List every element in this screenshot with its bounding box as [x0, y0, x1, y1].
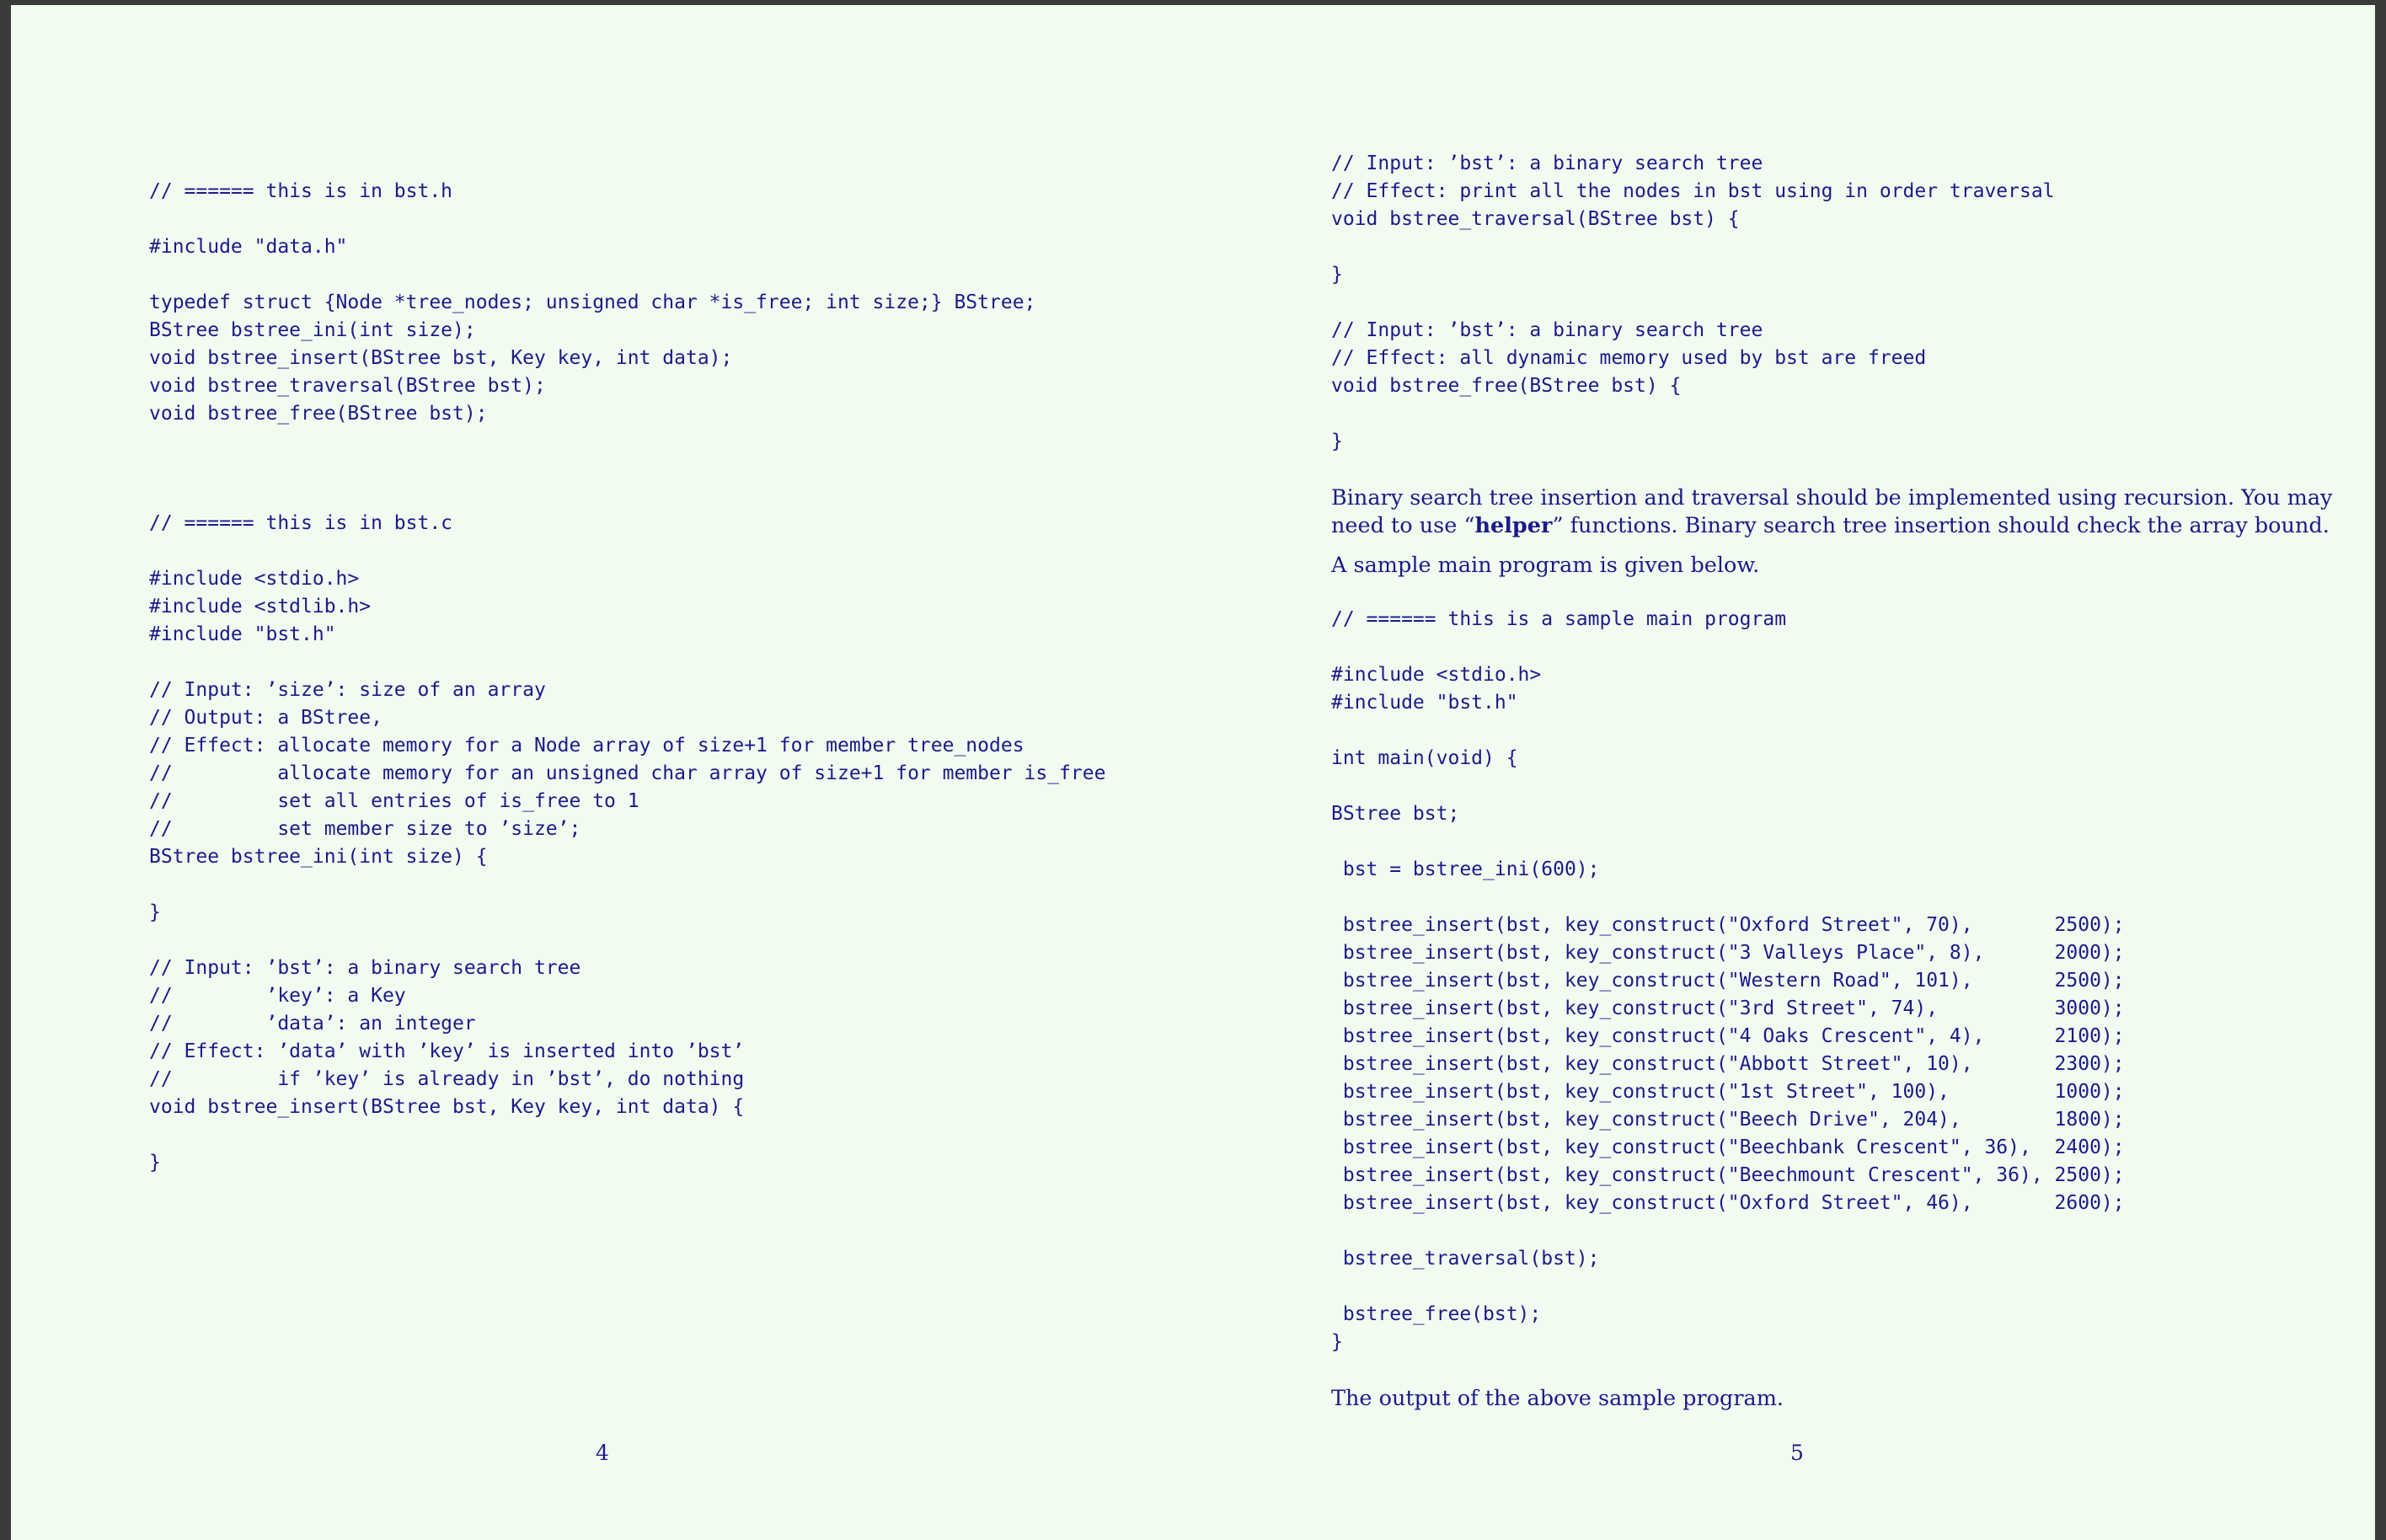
bst-header-code: // ====== this is in bst.h #include "data.h" typedef struct {Node *tree_nodes; unsigned char *is_free; int size;} BStree; BStree bstree_ini(int size); void bstree_insert(BStree bst, Key key, int data); void bstree_traversal(BStree bst); void bstree_free(BStree bst);	[149, 180, 1036, 425]
page-4	[11, 5, 1193, 1540]
recursion-paragraph-line2-pre: need to use “	[1331, 513, 1475, 538]
traversal-free-code: // Input: ’bst’: a binary search tree // Effect: print all the nodes in bst using in order traversal void bstree_traversal(BStree bst) { } // Input: ’bst’: a binary search tree // Effect: all dynamic memory used by bst are freed void bstree_free(BStree bst) { }	[1331, 152, 2055, 452]
recursion-paragraph-line2-post: ” functions. Binary search tree insertion should check the array bound.	[1552, 513, 2330, 538]
page-5	[1193, 5, 2375, 1540]
sample-intro-paragraph: A sample main program is given below.	[1331, 553, 1760, 578]
page-number: 4	[596, 1441, 609, 1465]
output-caption: The output of the above sample program.	[1331, 1386, 1784, 1411]
helper-emphasis: helper	[1474, 513, 1553, 538]
recursion-paragraph	[1331, 484, 2332, 540]
bst-source-code: // ====== this is in bst.c #include <stdio.h> #include <stdlib.h> #include "bst.h" // Input: ’size’: size of an array // Output: a BStree, // Effect: allocate memory for a Node array of size+1 for member tree_nodes // allocate memory for an unsigned char array of size+1 for member is_free // set all entries of is_free to 1 // set member size to ’size’; BStree bstree_ini(int size) { } // Input: ’bst’: a binary search tree // ’key’: a Key // ’data’: an integer // Effect: ’data’ with ’key’ is inserted into ’bst’ // if ’key’ is already in ’bst’, do nothing void bstree_insert(BStree bst, Key key, int data) { }	[149, 512, 1106, 1174]
page-number: 5	[1790, 1441, 1804, 1465]
recursion-paragraph-line1: Binary search tree insertion and traversal should be implemented using recursion. You may	[1331, 485, 2333, 511]
document-viewer	[11, 5, 2375, 1540]
sample-main-code: // ====== this is a sample main program #include <stdio.h> #include "bst.h" int main(void) { BStree bst; bst = bstree_ini(600); bstree_insert(bst, key_construct("Oxford Street", 70), 2500); bstree_insert(bst, key_construct("3 Valleys Place", 8), 2000); bstree_insert(bst, key_construct("Western Road", 101), 2500); bstree_insert(bst, key_construct("3rd Street", 74), 3000); bstree_insert(bst, key_construct("4 Oaks Crescent", 4), 2100); bstree_insert(bst, key_construct("Abbott Street", 10), 2300); bstree_insert(bst, key_construct("1st Street", 100), 1000); bstree_insert(bst, key_construct("Beech Drive", 204), 1800); bstree_insert(bst, key_construct("Beechbank Crescent", 36), 2400); bstree_insert(bst, key_construct("Beechmount Crescent", 36), 2500); bstree_insert(bst, key_construct("Oxford Street", 46), 2600); bstree_traversal(bst); bstree_free(bst); }	[1331, 608, 2125, 1353]
